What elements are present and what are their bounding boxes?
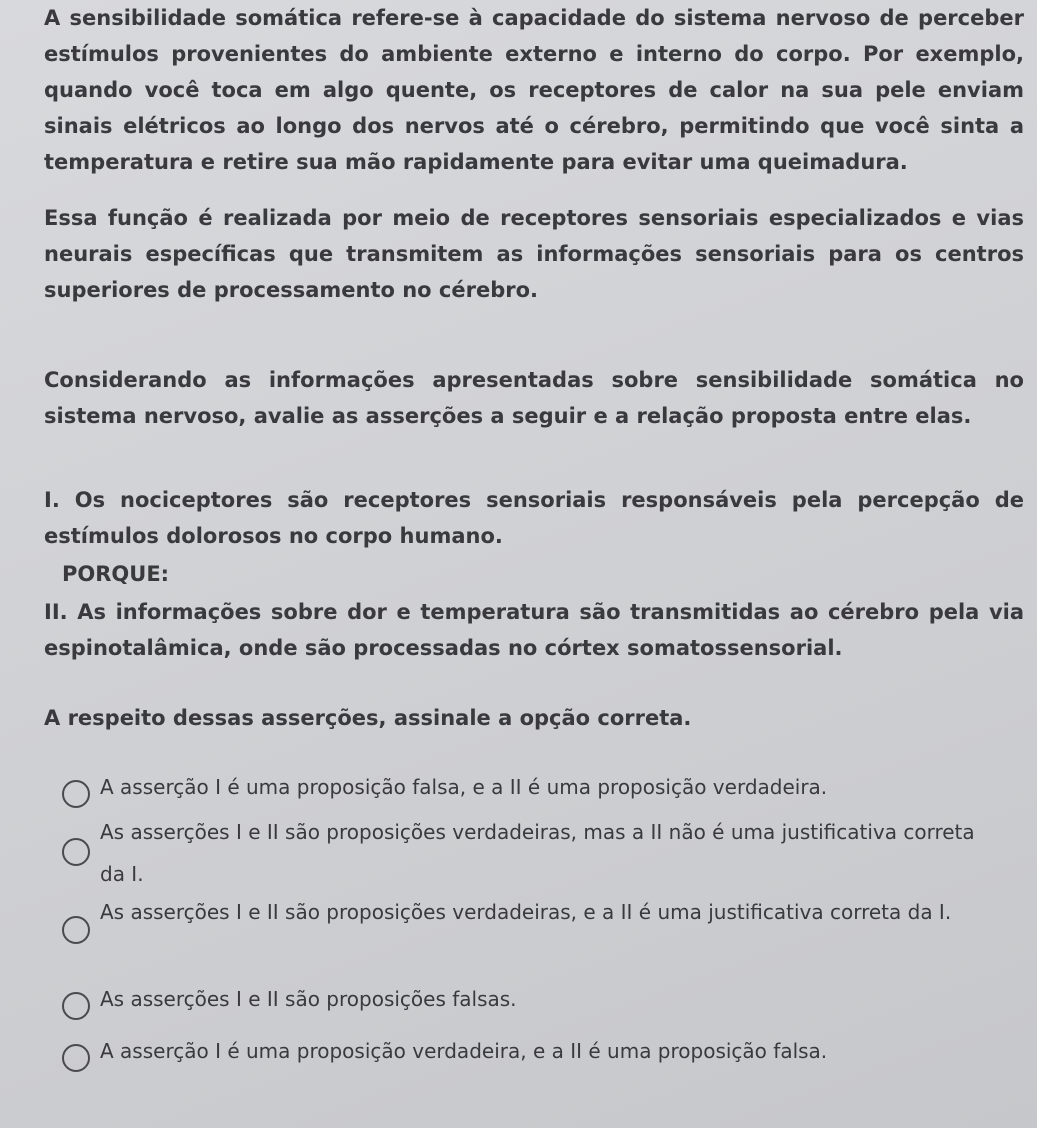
context-paragraph-2: Essa função é realizada por meio de receptores sensoriais especializados e vias neurais específicas que transmitem as informações sensoriais para os centros superiores de processamento no cérebro. [44,206,1024,302]
context-paragraph-1: A sensibilidade somática refere-se à capacidade do sistema nervoso de perceber estímulos provenientes do ambiente externo e interno do corpo. Por exemplo, quando você toca em algo quente, os receptores de calor na sua pele enviam sinais elétricos ao longo dos nervos até o cérebro, permitindo que você sinta a temperatura e retire sua mão rapidamente para evitar uma queimadura. [44,6,1024,174]
answer-option-label: As asserções I e II são proposições verdadeiras, mas a II não é uma justificativa correta da I. [100,820,975,886]
assertion-1: I. Os nociceptores são receptores sensoriais responsáveis pela percepção de estímulos dolorosos no corpo humano. [44,488,1024,548]
radio-button-icon[interactable] [62,838,90,866]
radio-button-icon[interactable] [62,916,90,944]
question-prompt: A respeito dessas asserções, assinale a opção correta. [44,706,692,730]
porque-connector: PORQUE: [62,562,170,586]
radio-button-icon[interactable] [62,780,90,808]
radio-button-icon[interactable] [62,992,90,1020]
answer-option-label: A asserção I é uma proposição falsa, e a II é uma proposição verdadeira. [100,775,828,799]
radio-button-icon[interactable] [62,1044,90,1072]
answer-option-label: As asserções I e II são proposições falsas. [100,987,517,1011]
context-paragraph-3: Considerando as informações apresentadas sobre sensibilidade somática no sistema nervoso, avalie as asserções a seguir e a relação proposta entre elas. [44,368,1024,428]
answer-option-label: A asserção I é uma proposição verdadeira, e a II é uma proposição falsa. [100,1039,828,1063]
answer-option-label: As asserções I e II são proposições verdadeiras, e a II é uma justificativa correta da I. [100,900,952,924]
assertion-2: II. As informações sobre dor e temperatura são transmitidas ao cérebro pela via espinotalâmica, onde são processadas no córtex somatossensorial. [44,600,1024,660]
